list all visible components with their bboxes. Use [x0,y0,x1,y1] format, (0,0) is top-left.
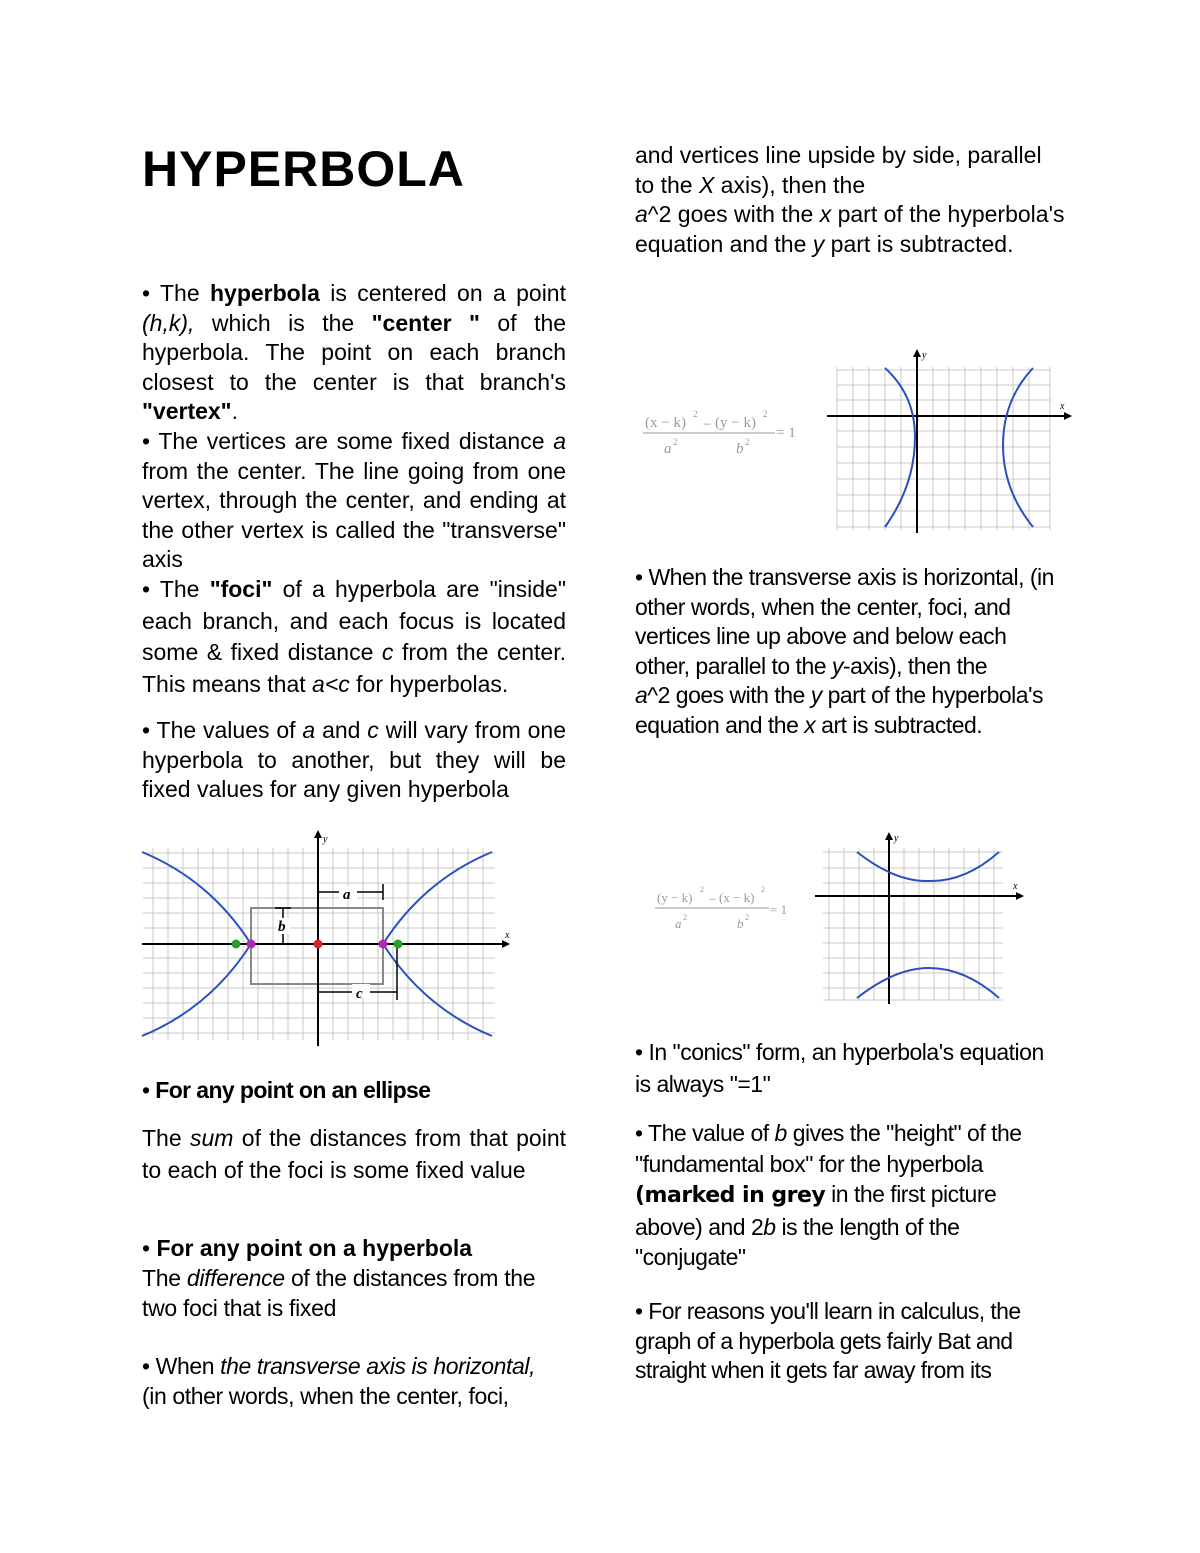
paragraph-hyperbola-difference: The difference of the distances from the two foci that is fixed [142,1265,536,1321]
focus-left-point [232,940,241,949]
focus-right-point [394,940,403,949]
svg-text:(x − k): (x − k) [719,890,755,905]
paragraph-horizontal-axis: • When the transverse axis is horizontal, (in other words, when the center, foci, [142,1353,536,1409]
horizontal-equation [643,409,796,457]
svg-text:(x − k): (x − k) [645,415,686,431]
svg-text:2: 2 [763,409,768,419]
svg-text:2: 2 [700,885,704,894]
y-arrow-icon [314,830,322,838]
a-label: a [343,887,351,903]
paragraph-conics-form: • In "conics" form, an hyperbola's equation is always "=1" [635,1039,1044,1097]
svg-text:a: a [675,916,682,931]
svg-text:−: − [709,892,717,907]
svg-text:2: 2 [693,409,698,419]
svg-text:−: − [703,417,712,433]
page-title: HYPERBOLA [142,141,465,197]
hyperbola-heading: • For any point on a hyperbola [142,1235,473,1261]
vertex-left-point [247,940,256,949]
y-label: y [922,350,927,361]
paragraph-continued: and vertices line upside by side, parallel to the X axis), then the a^2 goes with the x part of the hyperbola's equation and the y part is subtracted. [635,142,1065,257]
paragraph-center: • The hyperbola is centered on a point (h,k), which is the "center " of the hyperbola. The point on each branch closest to the center is that branch's "vertex". [142,280,567,425]
svg-text:2: 2 [683,913,687,922]
svg-text:b: b [737,916,744,931]
y-arrow-icon [913,349,921,357]
svg-text:b: b [736,441,744,457]
c-label: c [356,986,363,1002]
paragraph-ellipse-sum: The sum of the distances from that point to each of the foci is some fixed value [142,1125,567,1183]
center-point [314,940,323,949]
paragraph-values: • The values of a and c will vary from one hyperbola to another, but they will be fixed values for any given hyperbola [142,717,566,803]
x-arrow-icon [1016,892,1024,900]
y-label: y [894,833,899,844]
grid [823,848,1003,1000]
y-label: y [323,834,328,845]
b-label: b [278,919,286,935]
svg-text:2: 2 [745,913,749,922]
ellipse-heading: • For any point on an ellipse [142,1077,431,1103]
svg-text:= 1: = 1 [770,902,788,917]
hyperbola-box-figure [140,828,515,1050]
svg-text:2: 2 [761,885,765,894]
paragraph-foci: • The "foci" of a hyperbola are "inside" each branch, and each focus is located some & fixed distance c from the center. This means that a<c for hyperbolas. [142,576,567,697]
vertical-hyperbola-figure [645,828,1030,1008]
vertical-equation [655,885,787,931]
svg-text:2: 2 [673,437,678,447]
svg-text:a: a [664,441,672,457]
paragraph-vertical-axis: • When the transverse axis is horizontal, (in other words, when the center, foci, and vertices line up above and below each other, parallel to the y-axis), then the a^2 goes with the y part of the hyperbola's equation and the x art is subtracted. [635,564,1054,738]
paragraph-vertices: • The vertices are some fixed distance a from the center. The line going from one vertex, through the center, and ending at the other vertex is called the "transverse" axis [142,428,567,573]
upper-branch [857,852,999,881]
svg-text:= 1: = 1 [776,425,796,441]
svg-text:(y − k): (y − k) [715,415,756,431]
x-arrow-icon [1064,412,1072,420]
svg-text:2: 2 [745,437,750,447]
x-label: x [505,930,510,941]
paragraph-calculus: • For reasons you'll learn in calculus, the graph of a hyperbola gets fairly Bat and straight when it gets far away from its [635,1298,1021,1384]
svg-text:(y − k): (y − k) [657,890,693,905]
vertex-right-point [379,940,388,949]
x-label: x [1013,881,1018,892]
horizontal-hyperbola-figure [640,345,1075,535]
paragraph-value-b: • The value of b gives the "height" of the "fundamental box" for the hyperbola (marked in grey in the first picture above) and 2b is the length of the "conjugate" [635,1120,1022,1270]
y-arrow-icon [885,832,893,840]
x-label: x [1060,401,1065,412]
x-arrow-icon [502,940,510,948]
